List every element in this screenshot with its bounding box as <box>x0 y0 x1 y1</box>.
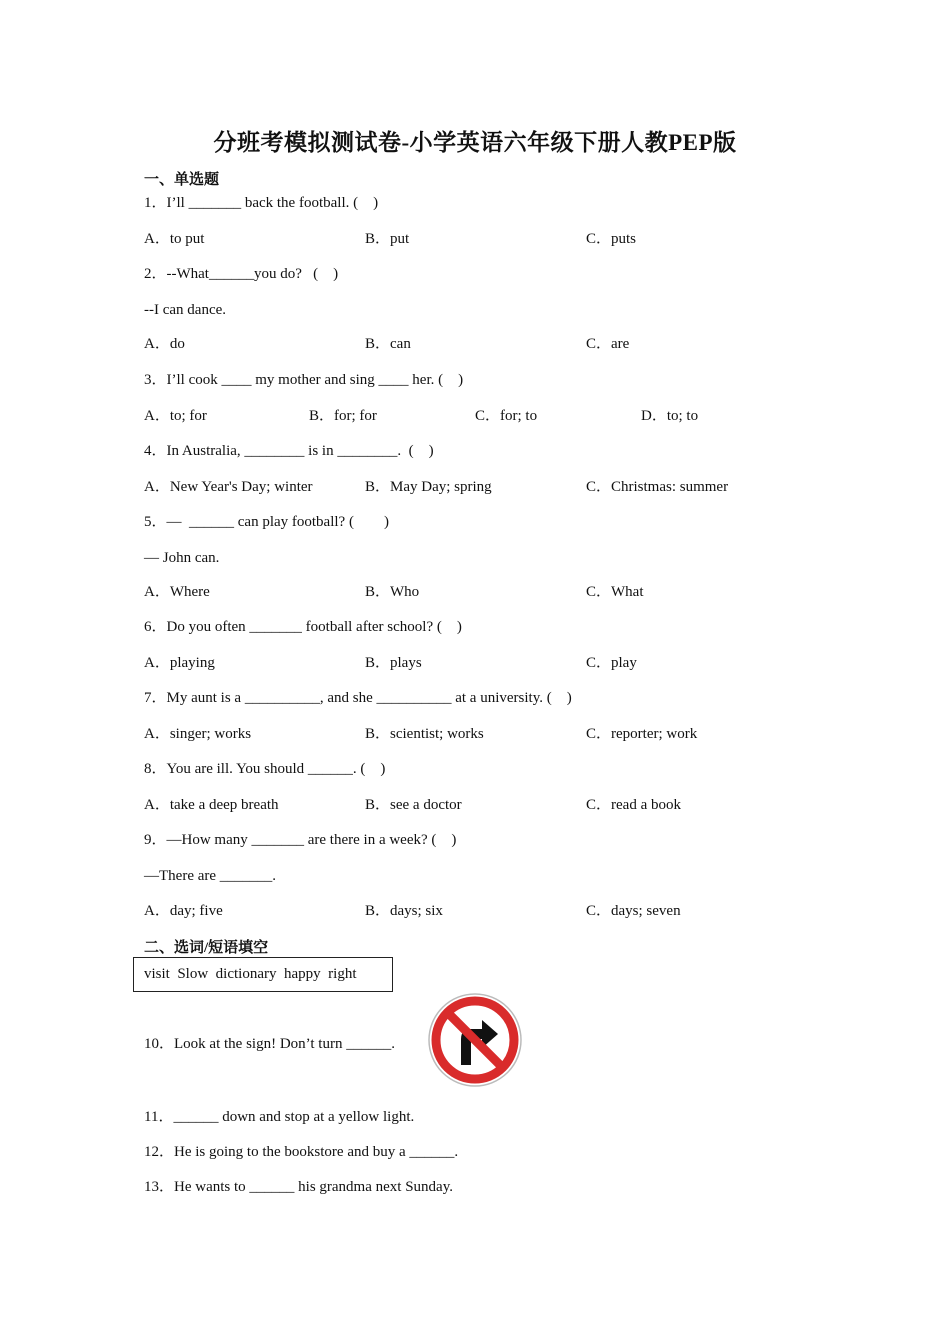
section-heading-single-choice: 一、单选题 <box>144 172 220 188</box>
question-3-option-d: D．to; to <box>641 408 699 424</box>
question-3-option-a: A．to; for <box>144 408 207 424</box>
question-8-option-a: A．take a deep breath <box>144 797 279 813</box>
question-1-option-c: C．puts <box>586 231 637 247</box>
question-7-option-a: A．singer; works <box>144 726 252 742</box>
question-4-option-b: B．May Day; spring <box>365 479 492 495</box>
question-3-stem: 3．I’ll cook ____ my mother and sing ____ her. ( ) <box>144 372 464 388</box>
question-7-stem: 7．My aunt is a __________, and she __________ at a university. ( ) <box>144 690 572 706</box>
question-8-stem: 8．You are ill. You should ______. ( ) <box>144 761 386 777</box>
question-11-stem: 11．______ down and stop at a yellow light. <box>144 1109 415 1125</box>
question-2-option-b: B．can <box>365 336 411 352</box>
question-9-option-b: B．days; six <box>365 903 443 919</box>
question-4-option-a: A．New Year's Day; winter <box>144 479 313 495</box>
question-4-stem: 4．In Australia, ________ is in ________. ( ) <box>144 443 434 459</box>
question-9-stem: 9．—How many _______ are there in a week? ( ) <box>144 832 457 848</box>
question-3-option-b: B．for; for <box>309 408 377 424</box>
question-6-stem: 6．Do you often _______ football after school? ( ) <box>144 619 462 635</box>
question-6-option-a: A．playing <box>144 655 215 671</box>
question-6-option-c: C．play <box>586 655 637 671</box>
question-12-stem: 12．He is going to the bookstore and buy a ______. <box>144 1144 459 1160</box>
question-10-stem: 10．Look at the sign! Don’t turn ______. <box>144 1036 395 1052</box>
question-8-option-b: B．see a doctor <box>365 797 462 813</box>
question-1-option-a: A．to put <box>144 231 205 247</box>
word-bank-box: visit Slow dictionary happy right <box>133 957 393 992</box>
question-7-option-b: B．scientist; works <box>365 726 484 742</box>
section-heading-fill-in: 二、选词/短语填空 <box>144 940 269 956</box>
question-5-option-b: B．Who <box>365 584 420 600</box>
question-4-option-c: C．Christmas: summer <box>586 479 729 495</box>
question-3-option-c: C．for; to <box>475 408 538 424</box>
question-5-answer-line: — John can. <box>144 550 220 566</box>
question-2-answer-line: --I can dance. <box>144 302 227 318</box>
question-9-option-a: A．day; five <box>144 903 223 919</box>
question-8-option-c: C．read a book <box>586 797 681 813</box>
question-2-stem: 2．--What______you do? ( ) <box>144 266 339 282</box>
no-right-turn-sign-icon <box>428 993 522 1087</box>
question-1-option-b: B．put <box>365 231 410 247</box>
question-5-stem: 5．— ______ can play football? ( ) <box>144 514 389 530</box>
question-13-stem: 13．He wants to ______ his grandma next Sunday. <box>144 1179 453 1195</box>
question-5-option-c: C．What <box>586 584 644 600</box>
page-title: 分班考模拟测试卷-小学英语六年级下册人教PEP版 <box>213 130 737 155</box>
question-2-option-a: A．do <box>144 336 185 352</box>
question-6-option-b: B．plays <box>365 655 422 671</box>
question-5-option-a: A．Where <box>144 584 210 600</box>
question-2-option-c: C．are <box>586 336 630 352</box>
question-9-option-c: C．days; seven <box>586 903 681 919</box>
question-7-option-c: C．reporter; work <box>586 726 698 742</box>
question-9-answer-line: —There are _______. <box>144 868 277 884</box>
question-1-stem: 1．I’ll _______ back the football. ( ) <box>144 195 379 211</box>
